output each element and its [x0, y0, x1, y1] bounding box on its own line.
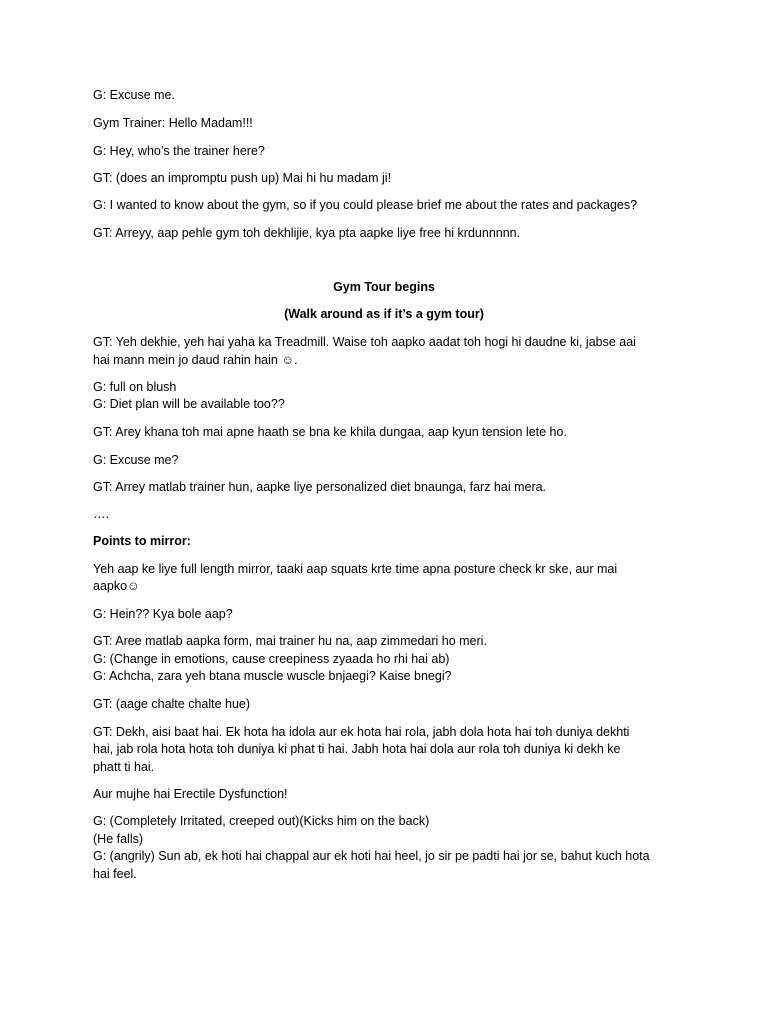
dialogue-line: Aur mujhe hai Erectile Dysfunction! — [93, 787, 288, 801]
dialogue-line: G: (Completely Irritated, creeped out)(Kicks him on the back) — [93, 814, 430, 828]
dialogue-line: …. — [93, 507, 109, 521]
dialogue-line: GT: (aage chalte chalte hue) — [93, 697, 251, 711]
dialogue-line: G: (Change in emotions, cause creepiness zyaada ho rhi hai ab) — [93, 652, 450, 666]
dialogue-line: G: full on blush — [93, 380, 177, 394]
section-heading: Gym Tour begins — [333, 280, 435, 294]
dialogue-line: GT: Aree matlab aapka form, mai trainer hu na, aap zimmedari ho meri. — [93, 634, 487, 648]
dialogue-line: GT: Arey khana toh mai apne haath se bna ke khila dungaa, aap kyun tension lete ho. — [93, 425, 567, 439]
dialogue-line: hai, jab rola hota hota toh duniya ki phat ti hai. Jabh hota hai dola aur rola toh duniya ki dekh ke — [93, 742, 621, 756]
dialogue-line: G: Diet plan will be available too?? — [93, 397, 285, 411]
dialogue-line: G: (angrily) Sun ab, ek hoti hai chappal aur ek hoti hai heel, jo sir pe padti hai jor se, bahut kuch hota — [93, 849, 650, 863]
dialogue-line: G: Excuse me. — [93, 88, 175, 102]
dialogue-line: aapko☺ — [93, 579, 140, 593]
dialogue-line: GT: Arrey matlab trainer hun, aapke liye personalized diet bnaunga, farz hai mera. — [93, 480, 547, 494]
dialogue-line: hai mann mein jo daud rahin hain ☺. — [93, 353, 298, 367]
dialogue-line: GT: Dekh, aisi baat hai. Ek hota ha idola aur ek hota hai rola, jabh dola hota hai toh duniya dekhti — [93, 725, 630, 739]
section-subheading: (Walk around as if it’s a gym tour) — [284, 307, 484, 321]
dialogue-line: G: Hein?? Kya bole aap? — [93, 607, 233, 621]
dialogue-line: GT: Arreyy, aap pehle gym toh dekhlijie, kya pta aapke liye free hi krdunnnnn. — [93, 226, 521, 240]
section-label: Points to mirror: — [93, 534, 191, 548]
dialogue-line: (He falls) — [93, 832, 144, 846]
dialogue-line: hai feel. — [93, 867, 137, 881]
dialogue-line: GT: Yeh dekhie, yeh hai yaha ka Treadmill. Waise toh aapko aadat toh hogi hi daudne ki, jabse aai — [93, 335, 636, 349]
dialogue-line: phatt ti hai. — [93, 760, 155, 774]
dialogue-line: G: I wanted to know about the gym, so if you could please brief me about the rates and packages? — [93, 198, 638, 212]
dialogue-line: G: Excuse me? — [93, 453, 179, 467]
dialogue-line: G: Hey, who’s the trainer here? — [93, 144, 265, 158]
dialogue-line: G: Achcha, zara yeh btana muscle wuscle bnjaegi? Kaise bnegi? — [93, 669, 452, 683]
dialogue-line: GT: (does an impromptu push up) Mai hi hu madam ji! — [93, 171, 392, 185]
dialogue-line: Gym Trainer: Hello Madam!!! — [93, 116, 253, 130]
dialogue-line: Yeh aap ke liye full length mirror, taaki aap squats krte time apna posture check kr ske, aur mai — [93, 562, 618, 576]
